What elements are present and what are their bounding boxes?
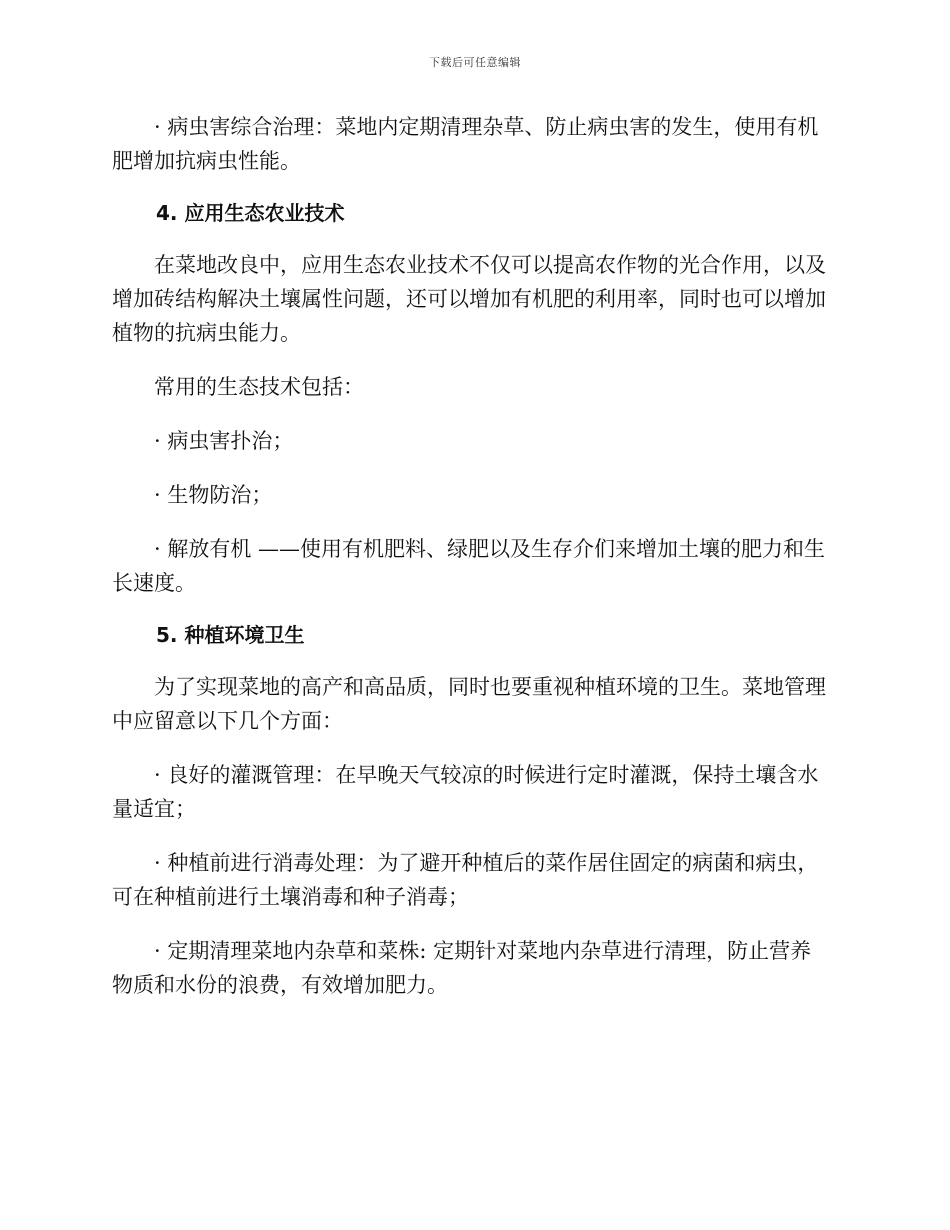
bullet-pest-control: · 病虫害扑治； xyxy=(154,429,294,453)
bullet-disinfection: · 种植前进行消毒处理：为了避开种植后的菜作居住固定的病菌和病虫，可在种植前进行土壤消毒和种子消毒； xyxy=(112,851,819,909)
paragraph-eco-tech: 在菜地改良中，应用生态农业技术不仅可以提高农作物的光合作用，以及增加砖结构解决土壤属性问题，还可以增加有机肥的利用率，同时也可以增加植物的抗病虫能力。 xyxy=(112,253,826,345)
bullet-weeding: · 定期清理菜地内杂草和菜株: 定期针对菜地内杂草进行清理，防止营养物质和水份的浪费，有效增加肥力。 xyxy=(112,939,812,997)
page-header: 下载后可任意编辑 xyxy=(429,56,521,69)
bullet-bio-control: · 生物防治； xyxy=(154,483,273,507)
paragraph-common-tech: 常用的生态技术包括： xyxy=(154,375,364,399)
bullet-organic: · 解放有机 ——使用有机肥料、绿肥以及生存介们来增加土壤的肥力和生长速度。 xyxy=(112,537,826,595)
paragraph-hygiene: 为了实现菜地的高产和高品质，同时也要重视种植环境的卫生。菜地管理中应留意以下几个方面： xyxy=(112,675,826,733)
bullet-irrigation: · 良好的灌溉管理：在早晚天气较凉的时候进行定时灌溉，保持土壤含水量适宜； xyxy=(112,763,819,821)
section-heading-5: 5. 种植环境卫生 xyxy=(156,623,305,647)
bullet-pest-management: · 病虫害综合治理：菜地内定期清理杂草、防止病虫害的发生，使用有机肥增加抗病虫性能。 xyxy=(112,115,819,173)
section-heading-4: 4. 应用生态农业技术 xyxy=(156,201,345,225)
document-body xyxy=(112,110,832,1022)
